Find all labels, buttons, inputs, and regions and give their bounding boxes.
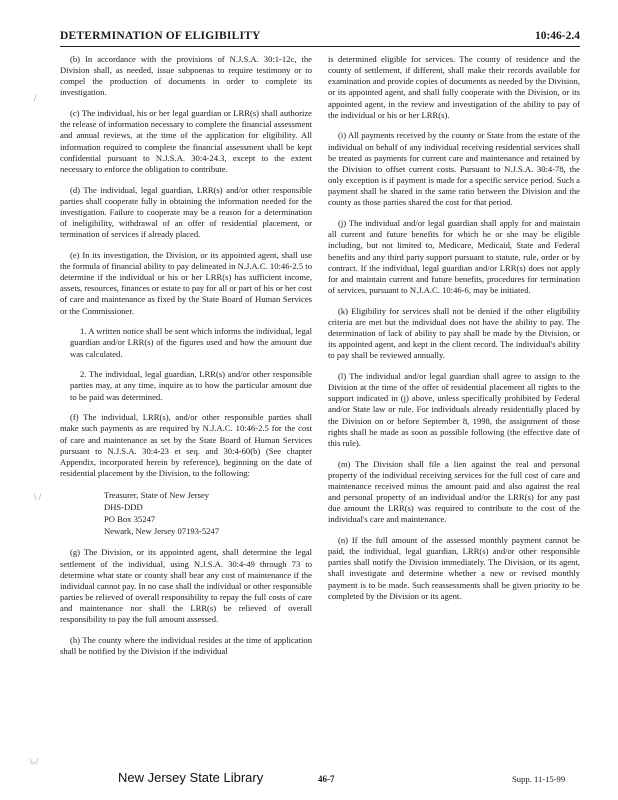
address-line: PO Box 35247 — [104, 514, 156, 525]
left-column — [60, 54, 312, 667]
paragraph-g: (g) The Division, or its appointed agent, shall determine the legal settlement of the individual, using N.J.S.A. 30:4-49 through 73 to determine what state or county shall bear any cost of maintenance if the individual cannot pay. In no case shall the individual or other responsible parties be relieved of overall responsibility to repay the full costs of care and maintenance nor shall the LRR(s) be relieved of overall responsibility to pay the full amount assessed. — [60, 547, 312, 625]
margin-mark: \-/ — [30, 757, 38, 767]
margin-mark: / — [34, 93, 37, 103]
paragraph-i: (i) All payments received by the county or State from the estate of the individual on behalf of any individual receiving residential services shall be treated as payments for current care and maintenance and retained by the Division to offset current costs. Pursuant to N.J.S.A. 30:4-78, the only exception is if payment is made for a specific service period. Such a payment shall be shared in the same ratio between the Division and the county as those parties shared the cost for that period. — [328, 130, 580, 208]
paragraph-e1: 1. A written notice shall be sent which informs the individual, legal guardian and/or LRR(s) of the figures used and how the amount due was calculated. — [70, 326, 312, 359]
paragraph-m: (m) The Division shall file a lien against the real and personal property of the individual receiving services for the full cost of care and maintenance received minus the amount paid and also against the real and personal property of an individual and/or the LRR(s) for any past due amount the LRR(s) was required to contribute to the cost of the individual's care and maintenance. — [328, 458, 580, 525]
payment-address — [104, 489, 312, 538]
library-stamp: New Jersey State Library — [118, 770, 264, 785]
address-line: DHS-DDD — [104, 501, 143, 512]
margin-mark: \ / — [34, 492, 42, 502]
page-number: 46-7 — [318, 774, 335, 784]
paragraph-j: (j) The individual and/or legal guardian shall apply for and maintain all current and future benefits for which he or she may be eligible including, but not limited to, Medicare, Medicaid, State and Federal benefits and any third party support pursuant to statute, rule, order or by contract. If the individual, legal guardian and/or LRR(s) does not apply for and maintain current and future benefits, procedures for termination of services, pursuant to N.J.A.C. 10:46-6, may be initiated. — [328, 218, 580, 295]
paragraph-n: (n) If the full amount of the assessed monthly payment cannot be paid, the individual, legal guardian, LRR(s) and/or other responsible parties shall notify the Division immediately. The Division, or its agent, shall investigate and determine whether a new or revised monthly payment is to be made. Such reassessments shall be given priority to be completed by the Division or its agent. — [328, 534, 580, 601]
paragraph-b: (b) In accordance with the provisions of N.J.S.A. 30:1-12c, the Division shall, as needed, issue subpoenas to require testimony or to compel the production of documents in order to complete its investigation. — [60, 54, 312, 98]
paragraph-f: (f) The individual, LRR(s), and/or other responsible parties shall make such payments as are required by N.J.A.C. 10:46-2.5 for the cost of care and maintenance as set by the State Board of Human Services pursuant to N.J.S.A. 30:4-23 et seq. and 30:4-60(b) (See chapter Appendix, incorporated herein by reference), beginning on the date of residential placement by the Division, to the following: — [60, 412, 312, 478]
paragraph-h: (h) The county where the individual resides at the time of application shall be notified by the Division if the individual — [60, 635, 312, 657]
header-section-number: 10:46-2.4 — [534, 30, 580, 42]
paragraph-d: (d) The individual, legal guardian, LRR(s) and/or other responsible parties shall cooperate fully in obtaining the information needed for the investigation. Failure to cooperate may be a reason for a determination of ineligibility, withdrawal of an offer of residential placement, or termination of services if already placed. — [60, 184, 312, 240]
paragraph-e2: 2. The individual, legal guardian, LRR(s) and/or other responsible parties may, at any time, inquire as to how the particular amount due to be paid was determined. — [70, 369, 312, 402]
paragraph-h-cont: is determined eligible for services. The county of residence and the county of settlement, if different, shall make their records available for examination and provide copies of documents as needed by the Division, or its appointed agent, and shall fully cooperate with the Division, or its appointed agent, in the review and investigation of the ability to pay of the individual or his or her LRR(s). — [328, 54, 580, 120]
paragraph-e: (e) In its investigation, the Division, or its appointed agent, shall use the formula of financial ability to pay delineated in N.J.A.C. 10:46-2.5 to determine if the individual or his or her LRR(s) has sufficient income, assets, resources, finances or estate to pay for all or part of his or her cost of care and maintenance as fixed by the State Board of Human Services or the Commissioner. — [60, 249, 312, 316]
address-line: Newark, New Jersey 07193-5247 — [104, 526, 220, 537]
right-column — [328, 54, 580, 611]
paragraph-k: (k) Eligibility for services shall not be denied if the other eligibility criteria are met but the individual does not have the ability to pay. The determination of lack of ability to pay shall be made by the Division, or its appointed agent, and kept in the client record. The individual's ability to pay shall be reviewed annually. — [328, 305, 580, 361]
address-line: Treasurer, State of New Jersey — [104, 489, 210, 500]
page-footer — [0, 770, 618, 790]
paragraph-c: (c) The individual, his or her legal guardian or LRR(s) shall authorize the release of information necessary to complete the financial assessment and annual reviews, at the time of the application for eligibility. All information required to complete the financial assessment shall be kept confidential pursuant to N.J.S.A. 30:4-24.3, except to the extent necessary to enforce the obligation to contribute. — [60, 108, 312, 174]
running-header — [60, 30, 580, 47]
header-title: DETERMINATION OF ELIGIBILITY — [60, 30, 261, 42]
paragraph-l: (l) The individual and/or legal guardian shall agree to assign to the Division at the time of the offer of residential placement all rights to the support indicated in (j) above, unless specifically prohibited by Federal and/or State law or rule. For individuals already residentially placed by the Division on or before September 8, 1998, the assignment of those rights shall be made as soon as possible following (the effective date of this rule). — [328, 370, 580, 448]
supplement-date: Supp. 11-15-99 — [512, 774, 566, 784]
